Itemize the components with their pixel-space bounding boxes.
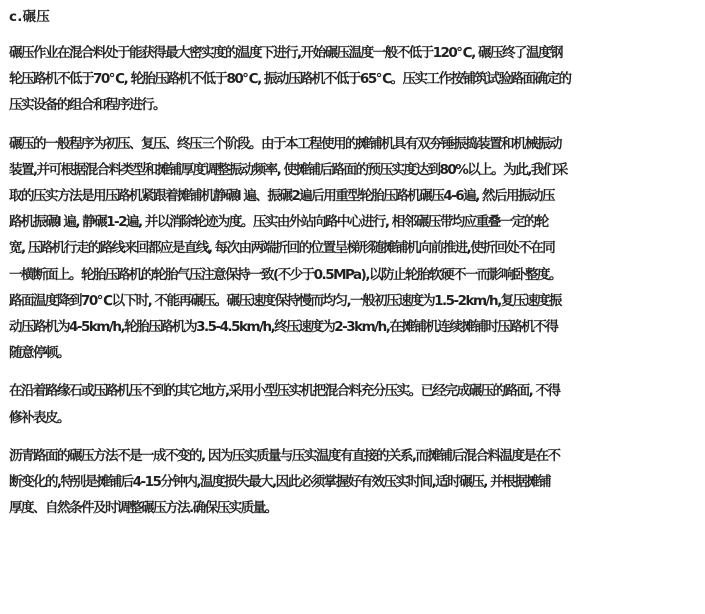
paragraph-rolling-procedure [9,131,699,367]
article-body [9,6,699,533]
text-line: 断变化的,特别是摊铺后4-15分钟内,温度损失最大,因此必须掌握好有效压实时间,适时碾压, 并根据摊铺 [9,474,551,491]
text-line: 压实设备的组合和程序进行。 [9,97,165,114]
text-line: 随意停顿。 [9,345,69,362]
text-line: 路机振碾l 遍, 静碾1-2遍, 并以消除轮迹为度。压实由外站向路中心进行, 相邻碾压带均应重叠一定的轮 [9,214,548,231]
paragraph-edge-compaction [9,378,699,430]
text-line: 在沿着路缘石或压路机压不到的其它地方,采用小型压实机把混合料充分压实。已经完成碾压的路面, 不得 [9,383,560,400]
text-line: 轮压路机不低于70℃, 轮胎压路机不低于80℃, 振动压路机不低于65℃。压实工作按铺筑试验路面确定的 [9,71,571,88]
text-line: 碾压的一般程序为初压、复压、终压三个阶段。由于本工程使用的摊铺机具有双夯锤振捣装置和机械振动 [9,135,561,152]
text-line: 装置,并可根据混合料类型和摊铺厚度调整振动频率, 使摊铺后路面的预压实度达到80%以上。为此,我们采 [9,161,567,178]
text-line: 厚度、自然条件及时调整碾压方法.确保压实质量。 [9,500,277,517]
section-heading: c.碾压 [9,9,50,25]
text-line: 修补表皮。 [9,409,69,426]
text-line: 宽, 压路机行走的路线来回都应是直线, 每次由两端折回的位置呈梯形随摊铺机向前推进,使折回处不在同 [9,240,555,257]
text-line: 沥青路面的碾压方法不是一成不变的, 因为压实质量与压实温度有直接的关系,而摊铺后混合料温度是在不 [9,447,560,464]
paragraph-rolling-temperature [9,40,699,119]
text-line: 一横断面上。轮胎压路机的轮胎气压注意保持一致(不少于0.5MPa),以防止轮胎软硬不一而影响卧整度。 [9,266,561,283]
text-line: 取的压实方法是用压路机紧跟着摊铺机静碾l 遍、振碾2遍后用重型轮胎压路机碾压4-6遍, 然后用振动压 [9,188,554,205]
text-line: 路面温度降到70℃以下时, 不能再碾压。碾压速度保持慢而均匀,一般初压速度为1.5-2km/h,复压速度振 [9,292,561,309]
text-line: 碾压作业在混合料处于能获得最大密实度的温度下进行,开始碾压温度一般不低于120℃, 碾压终了温度钢 [9,45,562,61]
text-line: 动压路机为4-5km/h,轮胎压路机为3.5-4.5km/h,终压速度为2-3km/h,在摊铺机连续摊铺时压路机不得 [9,319,558,336]
paragraph-rolling-method [9,443,699,522]
